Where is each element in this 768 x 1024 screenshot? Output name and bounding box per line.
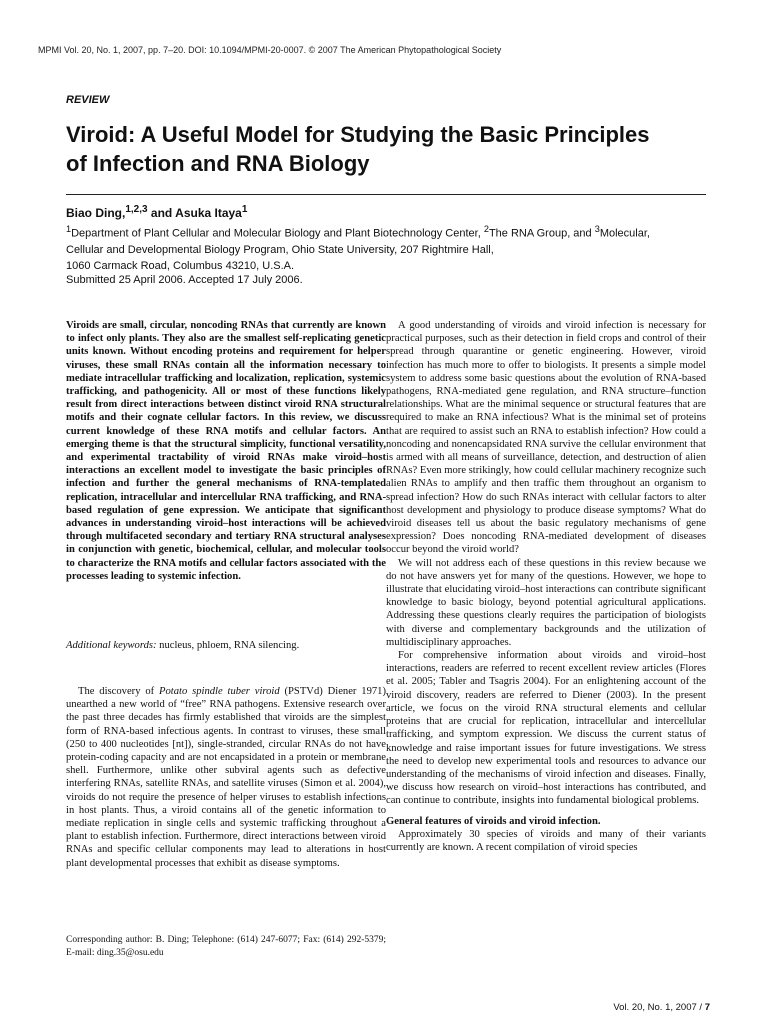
author-name-2: Asuka Itaya <box>175 206 242 220</box>
abstract <box>66 319 386 583</box>
affiliation-marker-2: 2 <box>483 224 489 234</box>
author-1-affiliations: 1,2,3 <box>125 204 148 215</box>
section-subheading: General features of viroids and viroid infection. <box>386 815 601 827</box>
body-paragraph-2: We will not address each of these questions in this review because we do not have answers yet for many of the questions. However, we hope to illustrate that elucidating viroid–host interactions can contribute significant knowledge to basic biology, beyond potential agricultural applications. Addressing these questions clearly requires the participation of biologists with diverse and complementary backgrounds and the utilization of multidisciplinary approaches. <box>386 557 706 648</box>
body-paragraph-3: For comprehensive information about viroids and viroid–host interactions, readers are referred to recent excellent review articles (Flores et al. 2005; Tabler and Tsagris 2004). For an enlightening account of the viroid discovery, readers are referred to Diener (2003). In the present article, we focus on the viroid RNA structural elements and cellular proteins that are crucial for replication, intracellular and intercellular trafficking, and symptom expression. We discuss the current status of knowledge and raise important issues for future investigations. We stress the need to develop new experimental tools and resources to advance our understanding of the mechanisms of viroid infection and diseases. Finally, we discuss how research on viroid–host interactions has contributed, and can continue to contribute, insights into fundamental biological problems. <box>386 650 706 807</box>
affiliation-marker-1: 1 <box>66 224 72 234</box>
title-divider <box>66 194 706 195</box>
body-paragraph-1: A good understanding of viroids and viroid infection is necessary for practical purposes, such as their detection in field crops and control of their spread through quarantine or genetic engineering. However, viroid infection has much more to offer to biologists. It presents a simple model system to address some basic questions about the evolution of RNA-based pathogens, RNA-mediated gene regulation, and RNA structure–function relationships. What are the minimal sequence or structural features that are required to make an RNA infectious? What is the minimal set of proteins that are required to assist such an RNA to establish infection? How could a noncoding and nonencapsidated RNA survive the cellular environment that is armed with all means of surveillance, detection, and destruction of alien RNAs? Even more strikingly, how could cellular machinery recognize such alien RNAs to amplify and then traffic them throughout an organism to spread infection? How do such RNAs interact with cellular factors to alter host development and physiology to produce disease symptoms? What do viroid diseases tell us about the basic regulatory mechanisms of gene expression? Does noncoding RNA-mediated development of diseases occur beyond the viroid world? <box>386 320 706 556</box>
footer-issue: Vol. 20, No. 1, 2007 / <box>613 1002 705 1013</box>
section-label: REVIEW <box>66 94 110 106</box>
submission-dates: Submitted 25 April 2006. Accepted 17 July 2006. <box>66 274 303 286</box>
journal-masthead: MPMI Vol. 20, No. 1, 2007, pp. 7–20. DOI: 10.1094/MPMI-20-0007. © 2007 The American Phytopathological Society <box>38 45 502 55</box>
article-title <box>66 120 706 178</box>
introduction-paragraph <box>66 685 386 870</box>
author-line <box>66 204 247 220</box>
affiliation-line-1 <box>66 221 706 242</box>
page-number: 7 <box>704 1002 710 1013</box>
article-title-line2: of Infection and RNA Biology <box>66 151 370 176</box>
affiliation-text-1: Department of Plant Cellular and Molecular Biology and Plant Biotechnology Center, <box>71 227 484 240</box>
affiliation-line-3: 1060 Carmack Road, Columbus 43210, U.S.A. <box>66 259 295 272</box>
affiliation-line-2: Cellular and Developmental Biology Program, Ohio State University, 207 Rightmire Hall, <box>66 243 494 256</box>
keywords-label: Additional keywords: <box>66 640 157 651</box>
article-title-line1: Viroid: A Useful Model for Studying the Basic Principles <box>66 122 650 147</box>
right-column <box>386 319 706 854</box>
pstvd-species-name: Potato spindle tuber viroid <box>159 686 280 697</box>
author-2-affiliations: 1 <box>241 204 248 215</box>
intro-paragraph-1 <box>66 685 386 870</box>
footnote-text: Corresponding author: B. Ding; Telephone: (614) 247-6077; Fax: (614) 292-5379; E-mail: ding.35@osu.edu <box>66 935 386 958</box>
corresponding-author-footnote <box>66 934 386 959</box>
author-conjunction: and <box>147 206 176 220</box>
keywords-text: nucleus, phloem, RNA silencing. <box>156 640 300 651</box>
affiliation-marker-3: 3 <box>594 224 600 234</box>
intro-text-start: The discovery of <box>78 686 160 697</box>
affiliation-text-2: The RNA Group, and <box>488 227 595 240</box>
affiliation-text-3: Molecular, <box>599 227 650 240</box>
body-paragraph-4: Approximately 30 species of viroids and many of their variants currently are known. A recent compilation of viroid species <box>386 828 706 853</box>
intro-text-rest: (PSTVd) Diener 1971) unearthed a new world of “free” RNA pathogens. Extensive research over the past three decades has firmly established that viroids are the simplest form of RNA-based infectious agents. In contrast to viruses, these small (250 to 400 nucleotides [nt]), single-stranded, circular RNAs do not have protein-coding capacity and are not encapsidated in a protein or membrane shell. Furthermore, unlike other subviral agents such as defective interfering RNAs, satellite RNAs, and satellite viruses (Simon et al. 2004), viroids do not require the presence of helper viruses to establish infections in host plants. Thus, a viroid contains all of the genetic information to mediate replication in single cells and systemic trafficking throughout a plant to establish infection. Furthermore, direct interactions between viroid RNAs and specific cellular components may lead to alterations in host plant developmental processes that exhibit as disease symptoms. <box>66 686 386 869</box>
author-name-1: Biao Ding, <box>66 206 126 220</box>
keywords-line <box>66 640 386 651</box>
abstract-text: Viroids are small, circular, noncoding RNAs that currently are known to infect only plants. They also are the smallest self-replicating genetic units known. Without encoding proteins and requirement for helper viruses, these small RNAs contain all the information necessary to mediate intracellular trafficking and localization, replication, systemic trafficking, and pathogenicity. All or most of these functions likely result from direct interactions between distinct viroid RNA structural motifs and their cognate cellular factors. In this review, we discuss current knowledge of these RNA motifs and cellular factors. An emerging theme is that the structural simplicity, functional versatility, and experimental tractability of viroid RNAs make viroid–host interactions an excellent model to investigate the basic principles of infection and further the general mechanisms of RNA-templated replication, intracellular and intercellular RNA trafficking, and RNA-based regulation of gene expression. We anticipate that significant advances in understanding viroid–host interactions will be achieved through multifaceted secondary and tertiary RNA structural analyses in conjunction with genetic, biochemical, cellular, and molecular tools to characterize the RNA motifs and cellular factors associated with the processes leading to systemic infection. <box>66 320 386 582</box>
affiliation-block <box>66 221 706 274</box>
page-footer <box>613 1002 710 1013</box>
